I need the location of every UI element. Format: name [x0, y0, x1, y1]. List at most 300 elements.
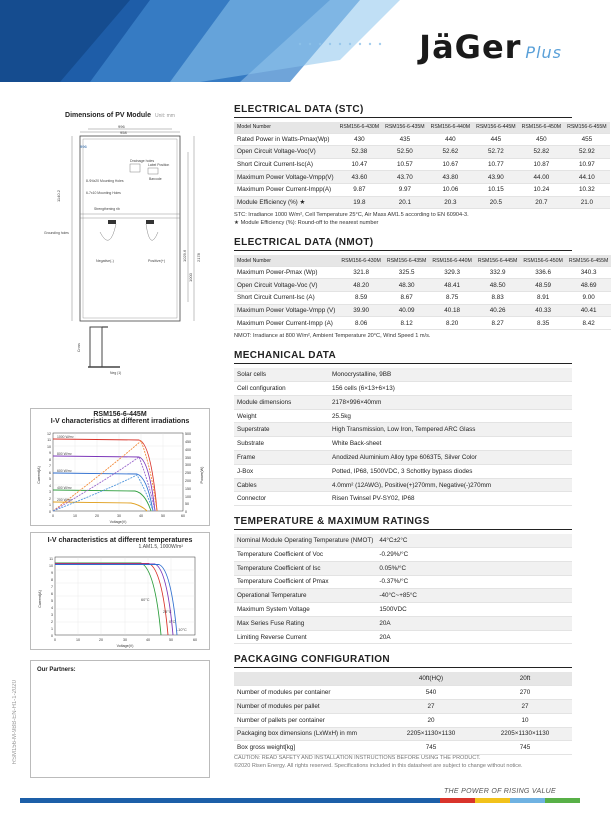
cell: 10.06: [428, 183, 474, 196]
y-tick: 8: [51, 578, 53, 582]
color-bar-red: [440, 798, 475, 803]
cell: 52.38: [337, 146, 383, 159]
cell: 48.69: [566, 279, 611, 292]
cell: 430: [337, 133, 383, 146]
caution-text: CAUTION: READ SAFETY AND INSTALLATION INSTRUCTIONS BEFORE USING THE PRODUCT.: [234, 755, 481, 761]
brand-logo: JäGer Plus: [419, 28, 562, 66]
cell: 332.9: [475, 266, 521, 279]
row-label: Substrate: [234, 437, 329, 451]
x-tick: 50: [161, 514, 165, 518]
partners-title: Our Partners:: [37, 667, 76, 673]
copyright-text: ©2020 Risen Energy. All rights reserved. Specifications included in this datasheet are subject to change without notice.: [234, 762, 523, 769]
color-bar: [20, 798, 580, 803]
nmot-title: ELECTRICAL DATA (NMOT): [234, 237, 572, 251]
grounding-holes-label: Grounding holes: [44, 231, 69, 235]
power-tick: 0: [185, 510, 187, 514]
cell: 2205×1130×1130: [384, 727, 478, 741]
mech-title: MECHANICAL DATA: [234, 350, 572, 364]
row-label: Nominal Module Operating Temperature (NMOT): [234, 534, 376, 547]
row-label: Box gross weight[kg]: [234, 741, 384, 755]
cell: -40°C~+85°C: [376, 589, 572, 603]
power-tick: 100: [185, 495, 191, 499]
row-label: Short Circuit Current-Isc (A): [234, 292, 338, 305]
x-tick: 10: [73, 514, 77, 518]
header-cell: RSM156-6-455M: [564, 122, 610, 133]
header-cell: RSM156-6-430M: [338, 255, 384, 266]
iv2-title: I-V characteristics at different temperatures: [47, 537, 193, 544]
y-tick: 3: [49, 490, 51, 494]
header-cell: RSM156-6-445M: [475, 255, 521, 266]
table-row: [234, 589, 572, 603]
cell: 10.32: [564, 183, 610, 196]
stc-efficiency-note: ★ Module Efficiency (%): Round-off to the nearest number: [234, 219, 379, 226]
row-label: Solar cells: [234, 368, 329, 381]
table-row: [234, 713, 572, 727]
y-tick: 6: [51, 592, 53, 596]
iv1-model: RSM156-6-445M: [93, 411, 147, 418]
x-tick: 60: [193, 638, 197, 642]
cell: 270: [478, 686, 572, 700]
cell: 44.10: [564, 171, 610, 184]
row-label: Packaging box dimensions (LxWxH) in mm: [234, 727, 384, 741]
cell: 20A: [376, 616, 572, 630]
cell: Monocrystalline, 9BB: [329, 368, 572, 381]
cell: 48.50: [475, 279, 521, 292]
y-tick: 8: [49, 458, 51, 462]
cell: 4.0mm² (12AWG), Positive(+)270mm, Negative(-)270mm: [329, 478, 572, 492]
cell: 10: [478, 713, 572, 727]
cell: 156 cells (6×13+6×13): [329, 382, 572, 396]
cross-section-label: Cross: [77, 343, 81, 352]
module-drawing: [30, 122, 210, 400]
cell: 52.82: [519, 146, 565, 159]
row-label: Number of pallets per container: [234, 713, 384, 727]
dim-height: 2178: [196, 253, 201, 262]
cell: 336.6: [520, 266, 566, 279]
y-tick: 9: [49, 451, 51, 455]
dim-mount-distance: 1140.2: [56, 190, 61, 202]
header-cell: Model Number: [234, 122, 337, 133]
cross-section-size-label: Neg (1): [110, 371, 122, 375]
dim-1000: 1000: [188, 273, 193, 282]
cell: 8.42: [566, 317, 611, 330]
x-tick: 50: [169, 638, 173, 642]
y-tick: 4: [49, 484, 51, 488]
table-row: [234, 279, 611, 292]
mounting-holes-6-label: 6-7x10 Mounting Holes: [86, 191, 121, 195]
y-axis-label: Current(A): [38, 590, 42, 608]
header-cell: RSM156-6-430M: [337, 122, 383, 133]
cell: 19.8: [337, 196, 383, 209]
barcode-label: Barcode: [149, 177, 162, 181]
nmot-table: [234, 255, 611, 330]
cell: 21.0: [564, 196, 610, 209]
x-tick: 20: [95, 514, 99, 518]
x-tick: 40: [146, 638, 150, 642]
table-row: [234, 395, 572, 409]
cell: 8.35: [520, 317, 566, 330]
table-row: [234, 266, 611, 279]
row-label: Temperature Coefficient of Isc: [234, 561, 376, 575]
table-header-row: [234, 672, 572, 685]
footer-notes: [234, 755, 523, 770]
header-banner: [0, 0, 600, 82]
table-row: [234, 534, 572, 547]
pack-title: PACKAGING CONFIGURATION: [234, 654, 572, 668]
row-label: Cell configuration: [234, 382, 329, 396]
table-row: [234, 699, 572, 713]
row-label: Connector: [234, 492, 329, 506]
power-tick: 500: [185, 432, 191, 436]
temp-label: 60°C: [141, 598, 150, 602]
table-row: [234, 292, 611, 305]
cell: 48.20: [338, 279, 384, 292]
cell: -0.29%/°C: [376, 547, 572, 561]
negative-label: Negative(-): [96, 259, 114, 263]
x-tick: 20: [99, 638, 103, 642]
row-label: Max Series Fuse Rating: [234, 616, 376, 630]
cell: 52.92: [564, 146, 610, 159]
cell: 9.87: [337, 183, 383, 196]
cell: 20A: [376, 630, 572, 644]
power-tick: 150: [185, 487, 191, 491]
irradiance-label: 800 W/m²: [57, 452, 72, 456]
cell: 340.3: [566, 266, 611, 279]
row-label: Rated Power in Watts-Pmax(Wp): [234, 133, 337, 146]
y-tick: 2: [51, 620, 53, 624]
x-tick: 30: [123, 638, 127, 642]
cell: 44°C±2°C: [376, 534, 572, 547]
header-cell: 20ft: [478, 672, 572, 685]
header-cell: RSM156-6-445M: [473, 122, 519, 133]
cell: 40.18: [429, 304, 475, 317]
header-cell: RSM156-6-450M: [520, 255, 566, 266]
header-cell: RSM156-6-455M: [566, 255, 611, 266]
power-axis-label: Power(W): [200, 466, 204, 484]
table-header-row: [234, 255, 611, 266]
color-bar-green: [545, 798, 580, 803]
table-row: [234, 630, 572, 644]
cell: 52.50: [382, 146, 428, 159]
cell: 27: [478, 699, 572, 713]
iv1-plot: [31, 427, 211, 525]
cell: 1500VDC: [376, 603, 572, 617]
row-label: Maximum Power Voltage-Vmpp(V): [234, 171, 337, 184]
cell: Risen Twinsel PV-SY02, IP68: [329, 492, 572, 506]
y-tick: 9: [51, 571, 53, 575]
cell: 8.20: [429, 317, 475, 330]
table-row: [234, 423, 572, 437]
table-row: [234, 478, 572, 492]
cell: High Transmission, Low Iron, Tempered ARC Glass: [329, 423, 572, 437]
y-tick: 3: [51, 613, 53, 617]
table-row: [234, 437, 572, 451]
cell: 52.72: [473, 146, 519, 159]
table-row: [234, 561, 572, 575]
x-axis-label: Voltage(V): [109, 520, 127, 524]
cell: 27: [384, 699, 478, 713]
cell: 43.70: [382, 171, 428, 184]
x-tick: 60: [181, 514, 185, 518]
y-tick: 10: [49, 564, 53, 568]
table-row: [234, 575, 572, 589]
table-row: [234, 382, 572, 396]
mounting-holes-8-label: 8-Φ4x20 Mounting Holes: [86, 179, 124, 183]
iv-temperature-chart: [30, 532, 210, 650]
table-row: [234, 741, 572, 755]
y-tick: 2: [49, 497, 51, 501]
x-tick: 40: [139, 514, 143, 518]
x-tick: 0: [54, 638, 56, 642]
drainage-holes-label: Drainage holes: [130, 159, 155, 163]
cell: 8.06: [338, 317, 384, 330]
cell: 10.87: [519, 158, 565, 171]
y-tick: 5: [49, 477, 51, 481]
color-bar-light-blue: [510, 798, 545, 803]
table-row: [234, 158, 610, 171]
row-label: Number of modules per pallet: [234, 699, 384, 713]
power-tick: 300: [185, 463, 191, 467]
irradiance-label: 600 W/m²: [57, 469, 72, 473]
row-label: Temperature Coefficient of Pmax: [234, 575, 376, 589]
cell: 9.00: [566, 292, 611, 305]
cell: 8.12: [384, 317, 430, 330]
table-row: [234, 451, 572, 465]
cell: 43.60: [337, 171, 383, 184]
table-row: [234, 409, 572, 423]
cell: 40.09: [384, 304, 430, 317]
irradiance-label: 400 W/m²: [57, 486, 72, 490]
iv1-title: I-V characteristics at different irradiations: [50, 418, 190, 425]
cell: 20.1: [382, 196, 428, 209]
irradiance-label: 1000 W/m²: [57, 435, 74, 439]
dim-label: 996: [80, 144, 87, 149]
row-label: Module dimensions: [234, 395, 329, 409]
cell: 8.59: [338, 292, 384, 305]
stc-table: [234, 122, 610, 209]
row-label: Frame: [234, 451, 329, 465]
dimensions-unit: Unit: mm: [154, 113, 175, 119]
cell: 40.33: [520, 304, 566, 317]
positive-label: Positive(+): [148, 259, 166, 263]
row-label: Number of modules per container: [234, 686, 384, 700]
table-header-row: [234, 122, 610, 133]
cell: 8.27: [475, 317, 521, 330]
cell: 540: [384, 686, 478, 700]
table-row: [234, 196, 610, 209]
cell: 48.59: [520, 279, 566, 292]
cell: 39.90: [338, 304, 384, 317]
y-tick: 12: [47, 432, 51, 436]
strengthening-rib-label: Strengthening rib: [94, 207, 120, 211]
iv-irradiation-chart: [30, 408, 210, 526]
cell: 2178×996×40mm: [329, 395, 572, 409]
header-cell: RSM156-6-435M: [382, 122, 428, 133]
cell: 745: [384, 741, 478, 755]
mech-table: [234, 368, 572, 506]
cell: 10.57: [382, 158, 428, 171]
cell: 745: [478, 741, 572, 755]
color-bar-blue: [20, 798, 440, 803]
y-tick: 10: [47, 445, 51, 449]
y-tick: 7: [51, 585, 53, 589]
cell: 435: [382, 133, 428, 146]
power-tick: 350: [185, 456, 191, 460]
dim-width: 996: [118, 124, 125, 129]
row-label: Temperature Coefficient of Voc: [234, 547, 376, 561]
cell: 10.67: [428, 158, 474, 171]
header-cell: RSM156-6-440M: [429, 255, 475, 266]
y-tick: 0: [49, 510, 51, 514]
row-label: Maximum System Voltage: [234, 603, 376, 617]
temp-label: -10°C: [177, 628, 187, 632]
cell: 2205×1130×1130: [478, 727, 572, 741]
y-axis-label: Current(A): [37, 466, 41, 484]
temp-label: 25°C: [163, 610, 172, 614]
stc-note: STC: Irradiance 1000 W/m², Cell Temperature 25°C, Air Mass AM1.5 according to EN 60904-3.: [234, 212, 469, 219]
table-row: [234, 368, 572, 381]
x-tick: 0: [52, 514, 54, 518]
partners-box: [30, 660, 210, 778]
row-label: Cables: [234, 478, 329, 492]
table-row: [234, 304, 611, 317]
dim-inner-height: 1029.6: [182, 249, 187, 262]
iv2-subtitle: 1.AM1.5, 1000W/m²: [138, 544, 183, 550]
cell: 445: [473, 133, 519, 146]
cell: 329.3: [429, 266, 475, 279]
irradiance-label: 200 W/m²: [57, 498, 72, 502]
cell: 40.41: [566, 304, 611, 317]
stc-title: ELECTRICAL DATA (STC): [234, 104, 572, 118]
cell: -0.37%/°C: [376, 575, 572, 589]
cell: 20.5: [473, 196, 519, 209]
y-tick: 4: [51, 606, 53, 610]
header-cell: Model Number: [234, 255, 338, 266]
row-label: Limiting Reverse Current: [234, 630, 376, 644]
power-tick: 400: [185, 448, 191, 452]
header-cell: [234, 672, 384, 685]
power-tick: 50: [185, 502, 189, 506]
y-tick: 1: [49, 503, 51, 507]
y-tick: 11: [47, 438, 51, 442]
cell: 10.97: [564, 158, 610, 171]
row-label: Weight: [234, 409, 329, 423]
table-row: [234, 171, 610, 184]
row-label: Operational Temperature: [234, 589, 376, 603]
row-label: Open Circuit Voltage-Voc(V): [234, 146, 337, 159]
cell: Potted, IP68, 1500VDC, 3 Schottky bypass diodes: [329, 464, 572, 478]
row-label: Maximum Power Current-Impp(A): [234, 183, 337, 196]
row-label: Module Efficiency (%) ★: [234, 196, 337, 209]
cell: 48.30: [384, 279, 430, 292]
spec-column: [234, 104, 609, 755]
cell: 321.8: [338, 266, 384, 279]
tagline: THE POWER OF RISING VALUE: [443, 788, 556, 795]
y-tick: 5: [51, 599, 53, 603]
cell: White Back-sheet: [329, 437, 572, 451]
row-label: Maximum Power-Pmax (Wp): [234, 266, 338, 279]
header-cell: RSM156-6-450M: [519, 122, 565, 133]
cell: 8.75: [429, 292, 475, 305]
x-tick: 30: [117, 514, 121, 518]
cell: 10.15: [473, 183, 519, 196]
cell: 40.26: [475, 304, 521, 317]
cell: 455: [564, 133, 610, 146]
cell: 8.91: [520, 292, 566, 305]
table-row: [234, 183, 610, 196]
cell: Anodized Aluminium Alloy type 6063T5, Silver Color: [329, 451, 572, 465]
row-label: Superstrate: [234, 423, 329, 437]
y-tick: 11: [49, 557, 53, 561]
dimensions-title: Dimensions of PV Module: [65, 112, 151, 119]
row-label: Maximum Power Voltage-Vmpp (V): [234, 304, 338, 317]
iv2-plot: [31, 551, 211, 651]
table-row: [234, 146, 610, 159]
header-cell: RSM156-6-435M: [384, 255, 430, 266]
table-row: [234, 464, 572, 478]
cell: 10.24: [519, 183, 565, 196]
row-label: J-Box: [234, 464, 329, 478]
cell: 450: [519, 133, 565, 146]
cell: 20: [384, 713, 478, 727]
cell: 440: [428, 133, 474, 146]
header-cell: RSM156-6-440M: [428, 122, 474, 133]
cell: 52.62: [428, 146, 474, 159]
cell: 9.97: [382, 183, 428, 196]
x-axis-label: Voltage(V): [116, 644, 134, 648]
temp-title: TEMPERATURE & MAXIMUM RATINGS: [234, 516, 572, 530]
table-row: [234, 547, 572, 561]
cell: 8.67: [384, 292, 430, 305]
row-label: Maximum Power Current-Impp (A): [234, 317, 338, 330]
table-row: [234, 727, 572, 741]
cell: 48.41: [429, 279, 475, 292]
nmot-note: NMOT: Irradiance at 800 W/m², Ambient Temperature 20°C, Wind Speed 1 m/s.: [234, 332, 431, 339]
table-row: [234, 616, 572, 630]
cell: 43.90: [473, 171, 519, 184]
cell: 10.77: [473, 158, 519, 171]
table-row: [234, 686, 572, 700]
temp-table: [234, 534, 572, 644]
cell: 325.5: [384, 266, 430, 279]
row-label: Short Circuit Current-Isc(A): [234, 158, 337, 171]
cell: 10.47: [337, 158, 383, 171]
power-tick: 250: [185, 471, 191, 475]
x-tick: 10: [76, 638, 80, 642]
cell: 8.83: [475, 292, 521, 305]
dim-inner-width: 958: [120, 130, 127, 135]
dimensions-panel: [30, 108, 210, 398]
power-tick: 450: [185, 440, 191, 444]
document-code: RSM156-M-9BB-EN-H1-1-2020: [12, 680, 18, 765]
table-row: [234, 603, 572, 617]
y-tick: 1: [51, 627, 53, 631]
cell: 43.80: [428, 171, 474, 184]
label-position-label: Label Position: [148, 163, 170, 167]
header-cell: 40ft(HQ): [384, 672, 478, 685]
power-tick: 200: [185, 479, 191, 483]
y-tick: 0: [51, 634, 53, 638]
table-row: [234, 317, 611, 330]
table-row: [234, 133, 610, 146]
pack-table: [234, 672, 572, 755]
y-tick: 7: [49, 464, 51, 468]
cell: 20.7: [519, 196, 565, 209]
color-bar-yellow: [475, 798, 510, 803]
row-label: Open Circuit Voltage-Voc (V): [234, 279, 338, 292]
y-tick: 6: [49, 471, 51, 475]
cell: 25.5kg: [329, 409, 572, 423]
